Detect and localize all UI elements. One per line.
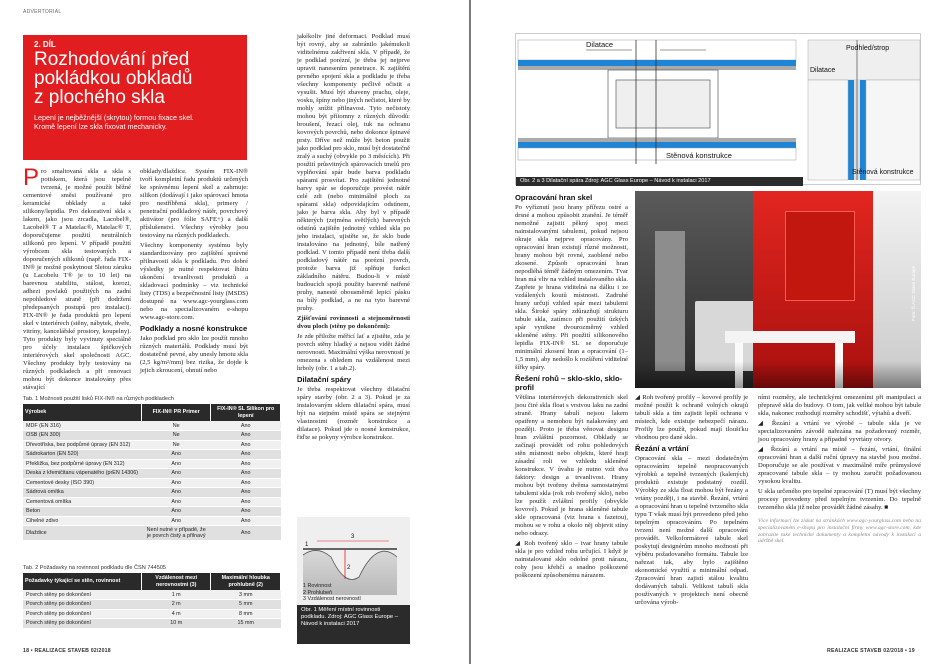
- figures-2-3: [515, 33, 921, 185]
- table-cell: 1 m: [141, 590, 211, 600]
- table-cell: Ne: [141, 421, 211, 431]
- table-cell: Cementové desky (ISO 390): [23, 478, 141, 488]
- table-cell: Ano: [211, 488, 281, 498]
- fig1-label-3: 3: [351, 534, 355, 540]
- table-cell: Ano: [211, 497, 281, 507]
- table-cell: 5 mm: [211, 600, 281, 610]
- fig1-label-1: 1: [305, 542, 309, 548]
- page-footer-left: 18 • REALIZACE STAVEB 02/2018: [23, 648, 111, 654]
- table-1-caption: Tab. 1 Možnosti použití lisků FIX-IN® na různých podkladech: [23, 396, 174, 402]
- table-row: [23, 600, 281, 610]
- table-cell: Ano: [141, 488, 211, 498]
- fig3-label-wall: Stěnová konstrukce: [852, 169, 914, 176]
- table-cell: Cementová omítka: [23, 497, 141, 507]
- table-cell: Ano: [211, 459, 281, 469]
- article-title: Rozhodování před pokládkou obkladů z plochého skla: [34, 49, 193, 108]
- table-cell: Ano: [141, 469, 211, 479]
- table-cell: Cihelné zdivo: [23, 516, 141, 526]
- text-column-2: obklady/dlaždice. Systém FIX-IN® tvoří kompletní řadu produktů určených ke správnému lepení skel a zahrnuje: silikon (dodávají i jako spárovací hmota pro nestříbřená skla), primery / penetrační podkladový nátěr, povrchový aktivátor (pro fólie SAFE+) a další příslušenství. Všechny výrobky jsou testovány na různých podkladech. Všechny komponenty systému byly standardizovány pro zajištění správné přilnavosti skla k podkladu. Pro dobré výsledky je nutné respektovat lhůtu ukončení trvanlivosti produktů a skladovací podmínky – viz technické listy (TDS) a bezpečnostní listy (MSDS) dostupné na www.agc-yourglass.com nebo na specializovaném e-shopu www.agc-store.com. Podklady a nosné konstrukce Jako podklad pro sklo lze použít mnoho různých materiálů. Podklady musí být dostatečně pevné, aby unesly hmotu skla (2,5 kg/m²/mm) bez rizika, že dojde k jejich zkroucení, ohnutí nebo: [140, 168, 248, 374]
- table-row: [23, 516, 281, 526]
- table-row: [23, 619, 281, 629]
- table-cell: Povrch stěny po dokončení: [23, 609, 141, 619]
- table-cell: Povrch stěny po dokončení: [23, 590, 141, 600]
- table-1: Tab. 1 Možnosti použití lisků FIX-IN® na různých podkladech Výrobek FIX-IN® PR Primer FIX-IN® SL Silikon pro lepení MDF (EN 316) Ne Ano OSB (EN 300) Ne Ano Dřevotříska, bez podpůrné úpravy (EN 312) Ne Ano Sádrokarton (EN 520) Ano Ano Překližka, bez podpůrné úpravy (EN 312) Ano Ano Deska z křemičitanu vápenatého (prEN 14306) Ano Ano Cementové desky (ISO 390) Ano Ano Sádrová omítka Ano Ano Cementová omítka Ano Ano Beton Ano Ano Cihelné zdivo Ano Ano Dlaždice Není nutné v případě, že je povrch čistý a přilnavý Ano: [23, 396, 281, 541]
- table-cell: Ano: [141, 450, 211, 460]
- table-row: [23, 526, 281, 541]
- table-cell: MDF (EN 316): [23, 421, 141, 431]
- drop-cap: P: [23, 164, 40, 191]
- table-row: [23, 507, 281, 517]
- fig2-3-caption: Obr. 2 a 3 Dilatační spára Zdroj: AGC Glass Europe – Návod k instalaci 2017: [516, 177, 803, 186]
- table-cell: Ano: [141, 507, 211, 517]
- table-cell: Ano: [141, 459, 211, 469]
- table-2-caption: Tab. 2 Požadavky na rovinnost podkladu dle ČSN 744505: [23, 565, 167, 571]
- fig3-label-ceiling: Podhled/strop: [846, 45, 890, 52]
- article-header-box: [23, 35, 247, 160]
- table-row: [23, 459, 281, 469]
- table-cell: Dlaždice: [23, 526, 141, 541]
- table-row: [23, 450, 281, 460]
- table-cell: OSB (EN 300): [23, 431, 141, 441]
- heading-expansion-joints: Dilatační spáry: [297, 375, 352, 384]
- table-row: [23, 440, 281, 450]
- table-cell: 4 m: [141, 609, 211, 619]
- table-cell: 3 mm: [211, 590, 281, 600]
- table-cell: 8 mm: [211, 609, 281, 619]
- table-cell: Beton: [23, 507, 141, 517]
- table-row: [23, 431, 281, 441]
- table-cell: Ne: [141, 440, 211, 450]
- table-row: [23, 421, 281, 431]
- fig1-legend: 1 Rovinnost 2 Prohlubeň 3 Vzdálenost nerovností: [303, 583, 361, 603]
- text-column-1: Pro smaltovaná skla a skla s potiskem, která jsou tepelně tvrzená, je možné použít běžné cementové směsi používané pro keramické obklady a také silikony/lepidla. Pro dekorativní skla s lakem, jako jsou zrcadla, Lacobel®, Lacobel® T a Matelac®, Matelac® T, doporučujeme použití neutrálních silikonů pro lepení. V případě použití výrobcem skla testovaných a doporučených silikonů (např. řada FIX-IN® je možné poskytnout 5letou záruku (u Lacobelu T® je to 10 let) na barevnou stabilitu, stálost, korozi, adhezi povlaků použitých na zadní nepohledové straně (při dodržení předepsaných postupů pro instalaci). FIX-IN® je řada produktů pro lepení skel v interiérech (stěny, nábytek, dveře, vitríny, kancelářské prostory, koupelny). Tyto produkty byly vyvinuty speciálně pro účely instalace špičkových interiérových skel společnosti AGC. Všechny produkty byly testovány na různých podkladech a při renovaci mohou být dokonce instalovány přes stávající: [23, 164, 131, 391]
- table-cell: Ano: [211, 440, 281, 450]
- table-cell: Ano: [211, 450, 281, 460]
- table-row: [23, 478, 281, 488]
- table-cell: 10 m: [141, 619, 211, 629]
- photo-credit: Foto: © AGC Glass Europe: [911, 265, 916, 321]
- table-cell: Ano: [211, 526, 281, 541]
- table-cell: Ano: [211, 431, 281, 441]
- table-row: [23, 497, 281, 507]
- more-info-note: Více informací lze získat na stránkách www.agc-yourglass.com nebo na specializovaném e-shopu pro instalační firmy www.agc-store.com, kde zobrazíte také technické dokumenty a kompletní návody k instalaci a údržbě skel.: [758, 518, 921, 545]
- fig2-label-dilatace: Dilatace: [586, 40, 614, 49]
- interior-photo: [635, 191, 921, 388]
- table-cell: Povrch stěny po dokončení: [23, 619, 141, 629]
- fig1-label-2: 2: [347, 565, 351, 571]
- fig3-label-dilatace: Dilatace: [810, 67, 836, 74]
- table-cell: Ano: [211, 469, 281, 479]
- text-column-r1: Opracování hran skel Po vyříznutí jsou hrany přířezu ostré a drsné a mohou způsobit zranění. Je téměř nemožné zajistit pěkný spoj mezi nainstalovanými tabulemi, pokud nejsou okraje skla nejprve opracovány. Pro opracování hran existují různé možnosti, hrany mohou být rovné, zaoblené nebo zkosené. Způsob opracování hran nepodléhá téměř žádným omezením. Tvar hran má vliv na vzhled instalovaného skla. Zapřete je hrana viditelná na dálku i ze vzdálených koutů místnosti. Zadruhé hrany určují vzhled spár mezi tabulemi skla. Široké spáry zdůrazňují strukturu tabule skla, zatímco při použití úzkých spár vynikne dvourozměrný vzhled skleněné stěny. Při použití silikonového lepidla FIX-IN® SL se doporučuje minimální zkosení hran a opracování (1–1,5 mm), aby nedošlo k rozšíření viditelné šířky spáry. Řešení rohů – sklo-sklo, sklo-profil Většina interiérových dekorativních skel jsou čiré skla float s vrstvou laku na zadní straně. Hrany tabulí nejsou lakem opatřeny a nemohou být nalakovány ani později. Proto je třeba věnovat designu hran zvláštní pozornost. Obklady se začínají provádět od rohu pohledových stěn místnosti nebo objektu, které hraji zásadní roli ve vzhledu skleněné konstrukce. V úvahu je nutno vzít dva faktory: design a trvanlivost. Hrany mohou být tvořeny dvěma samostatnými tabulemi skla (rok roh tvořený sklo), nebo lze použít zvláštní profily (obvykle kovové). Pokud je hrana skleněné tabule skle opracovaná (viz hrana s fazetou), mohou se v rohu a okolo něj objevit stíny nebo odrazy. ◢ Roh tvořený sklo – tvar hrany tabule skla je pro vzhled rohu určující. I když je nainstalované sklo odolné proti nárazu, rohy jsou křehčí a snadno poškozené poškození způsobenému nárazem.: [515, 193, 628, 579]
- table-2: Tab. 2 Požadavky na rovinnost podkladu dle ČSN 744505 Požadavky týkající se stěn, rovinnost Vzdálenost mezi nerovnostmi (3) Maximální hloubka prohlubně (2) Povrch stěny po dokončení 1 m 3 mm Povrch stěny po dokončení 2 m 5 mm Povrch stěny po dokončení 4 m 8 mm Povrch stěny po dokončení 10 m 15 mm: [23, 565, 281, 629]
- figure-1: [297, 517, 410, 644]
- table-row: [23, 590, 281, 600]
- fig1-caption: Obr. 1 Měření místní rovinnosti podkladu. Zdroj: AGC Glass Europe – Návod k instalaci 2017: [297, 605, 410, 644]
- table-cell: Ano: [211, 478, 281, 488]
- table-cell: Ano: [211, 516, 281, 526]
- table-cell: Ano: [141, 478, 211, 488]
- table-cell: 2 m: [141, 600, 211, 610]
- table-cell: Ne: [141, 431, 211, 441]
- table-cell: Ano: [211, 507, 281, 517]
- table-row: [23, 609, 281, 619]
- table-cell: Povrch stěny po dokončení: [23, 600, 141, 610]
- left-page: [0, 0, 469, 664]
- part-kicker: 2. DÍL: [34, 40, 56, 49]
- article-lead: Lepení je nejběžnější (skrytou) formou fixace skel. Kromě lepení lze skla fixovat mechanicky.: [34, 113, 194, 131]
- text-column-3: jakékoliv jiné deformaci. Podklad musí být rovný, aby se zabránilo jakémukoli viditelnému zakřivení skla. V případě, že je podklad porézní, je třeba jej nejprve upravit nanesením penetrace. K zajištění pevného spojení skla a podkladu je třeba všechny komponenty pečlivě očistit a vysušit. Musí být zbaveny prachu, oleje, vosku, špíny nebo jiných nečistot, které by mohly snížit přilnavost. Tyto nečistoty mohou být přítomny z různých důvodů: broušení, řezací olej, tuk na ochranu kovových povrchů, nebo dokonce špinavé prsty. Dříve než může být beton použit jako podklad pro sklo, musí být dostatečně zralý a suchý (obvykle po 3 měsících). Při použití průsvitných spárovacích tmelů pro vyplňování spár bude barva podkladu spárami prosvítat. Pro zajištění jednotné barvy spár se doporučuje provést nátěr celé zdi (nebo minimálně ploch za spárami skla) odpovídajícím odstínem, jako je barva skla. Aby byl v případě některých (zejména světlých) barevných odstínů zajištěn jednotný vzhled skla po jeho instalaci, ujistěte se, že sklo bude instalováno na jednotný, bíle natřený podklad. V tomto případě není třeba další podkladový nátěr na porézní povrch, protože barva již splňuje funkci základního nátěru. Budou-li v místě budoucích spojů použity barevně natřené pruhy, nanesté obousměrně lepicí pásku na bílý podklad, a ne na tyto barevné pruhy. Zjišťování rovinnosti a stejnoměrnosti dvou ploch (stěny po dokončení): Je zde přiložte měřicí lať a zjistěte, zda je povrch stěny hladký a nejsou vidět žádné nerovnosti. Maximální výška nerovností je omezena s ohledem na vzdálenost mezi hrboly (obr. 1 a tab.2). Dilatační spáry Je třeba respektovat všechny dilatační spáry stavby (obr. 2 a 3). Pokud je za instalovaným sklem dilatační spára, musí být na stejném místě spára se stejnými vlastnostmi (rozměr konstrukce a dilatace). Pokud jde o nosné konstrukce, řiďte se pokyny výrobce konstrukce.: [297, 33, 410, 441]
- table-cell: Sádrokarton (EN 520): [23, 450, 141, 460]
- fig2-label-wall: Stěnová konstrukce: [666, 151, 732, 160]
- text-column-r2: ◢ Roh tvořený profily – kovové profily je možné použít k ochraně volných okrajů tabulí skla a tím zajistit lepší ochranu v místech, kde existuje nebezpečí nárazu. Profily lze použít, pokud mají tloušťku vhodnou pro dané sklo. Řezání a vrtání Opracování skla – mezi dodatečným opracováním tepelně neopracovaných výrobků a tepelně tvrzených (kalených) produktů existuje podstatný rozdíl. Výrobky ze skla float mohou být řezány a vrtány později, i na stavbě. Řezání, vrtání a opracování hran u tepelně tvrzeného skla typu T však musí být provedeno před jeho tepelným opracováním. Po tepelném tvrzení není možné další opracování provádět. Velkoformátové tabule skel poskytují designérům mnoho možností při výběru požadovaného formátu. Tabule lze nařezat tak, aby bylo zajištěno ekonomické využití a minimální odpad. Zpracování hran zajistí stálou kvalitu dodávaných tabulí. Velikost tabulí skla používaných v projektech není obecně určována výrob-: [635, 394, 748, 606]
- heading-edge-processing: Opracování hran skel: [515, 193, 593, 202]
- table-cell: Dřevotříska, bez podpůrné úpravy (EN 312): [23, 440, 141, 450]
- table-row: [23, 469, 281, 479]
- table-cell: Ano: [211, 421, 281, 431]
- expansion-joint-diagram: [516, 34, 922, 186]
- heading-cutting-drilling: Řezání a vrtání: [635, 444, 689, 453]
- table-cell: Není nutné v případě, že je povrch čistý a přilnavý: [141, 526, 211, 541]
- table-cell: Překližka, bez podpůrné úpravy (EN 312): [23, 459, 141, 469]
- heading-substrates: Podklady a nosné konstrukce: [140, 324, 248, 333]
- text-column-r3: ními rozměry, ale technickými omezeními při manipulaci a přepravě skla do budovy. O tom, jak veliké mohou být tabule skla, nakonec rozhodují rozměry schodišť, výtahů a dveří. ◢ Řezání a vrtání ve výrobě – tabule skla je ve specializovaném závodě nařezána na požadovaný rozměr, jsou opracovány hrany a případně vyvrtány otvory. ◢ Řezání a vrtání na místě – řezání, vrtání, finální opracování hran a další ruční úpravy na stavbě jsou možné. Doporučuje se ale používat v maximálně míře průmyslové zpracované tabule skla – ty mohou zaručit požadovanou vysokou kvalitu. U skla určeného pro tepelné zpracování (T) musí být všechny procesy provedeny před tepelným tvrzením. Do tepelně tvrzeného skla již nelze provádět žádné zásahy. ■ Více informací lze získat na stránkách www.agc-yourglass.com nebo na specializovaném e-shopu pro instalační firmy www.agc-store.com, kde zobrazíte také technické dokumenty a kompletní návody k instalaci a údržbě skel.: [758, 394, 921, 545]
- running-head: ADVERTORIAL: [23, 9, 62, 15]
- table-cell: 15 mm: [211, 619, 281, 629]
- page-footer-right: REALIZACE STAVEB 02/2018 • 19: [827, 648, 915, 654]
- table-cell: Sádrová omítka: [23, 488, 141, 498]
- right-page: [471, 0, 940, 664]
- table-row: [23, 488, 281, 498]
- table-cell: Deska z křemičitanu vápenatého (prEN 14306): [23, 469, 141, 479]
- heading-corners: Řešení rohů – sklo-sklo, sklo-profil: [515, 374, 623, 392]
- table-cell: Ano: [141, 497, 211, 507]
- table-cell: Ano: [141, 516, 211, 526]
